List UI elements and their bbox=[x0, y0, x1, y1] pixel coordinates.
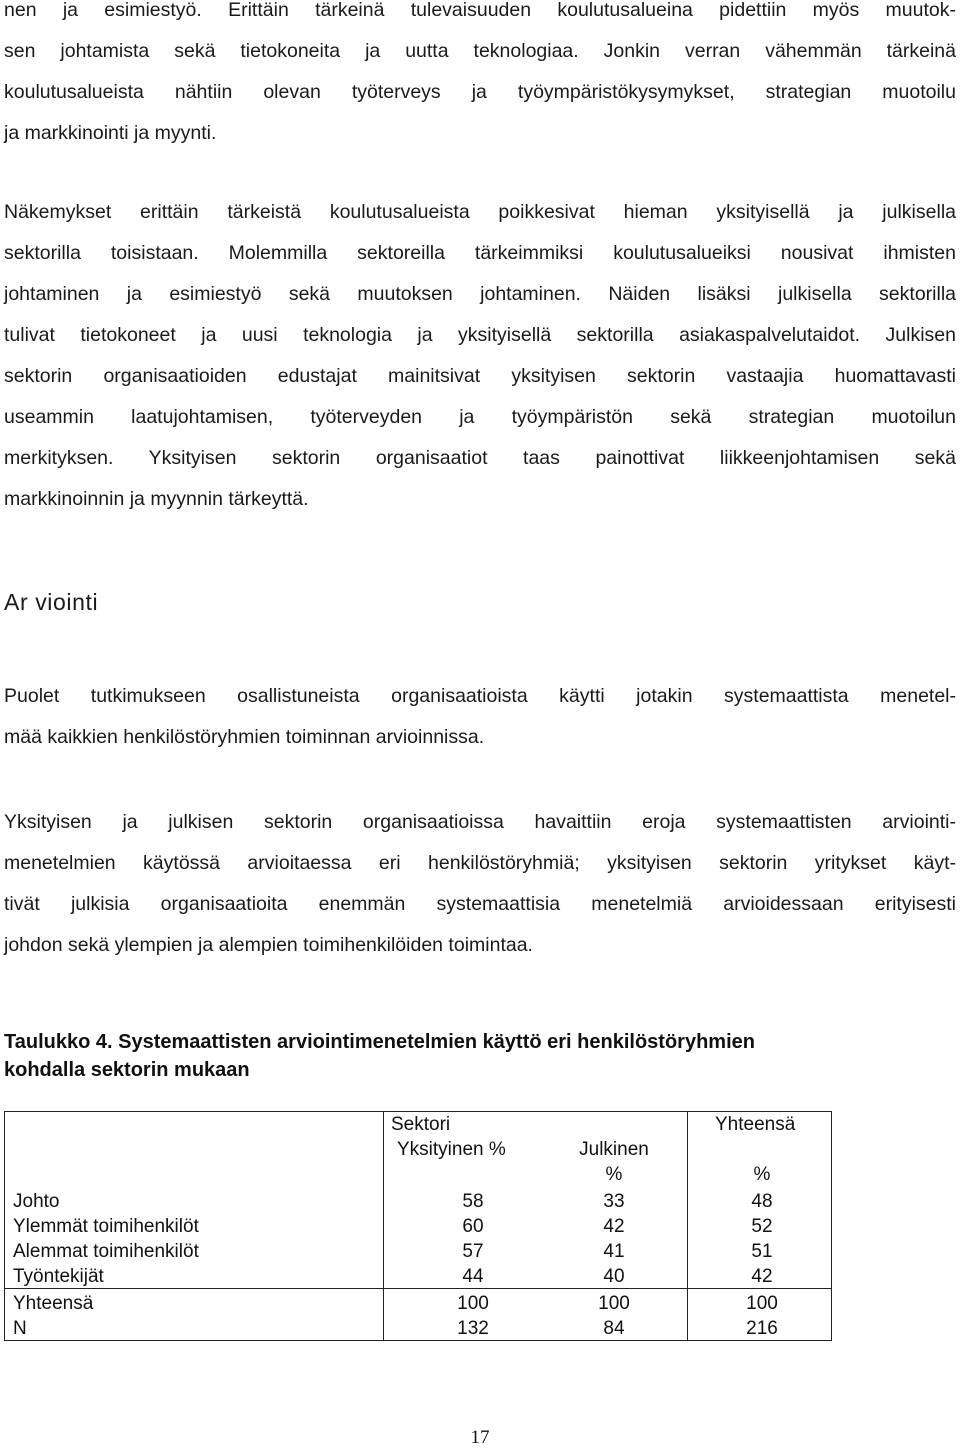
table-caption bbox=[4, 1028, 944, 1084]
paragraph-3 bbox=[4, 676, 956, 758]
table-header-public: Julkinen bbox=[579, 1139, 649, 1160]
text-line: merkityksen. Yksityisen sektorin organisaatiot taas painottivat liikkeenjohtamisen sekä bbox=[4, 447, 956, 469]
text-line: mää kaikkien henkilöstöryhmien toiminnan arvioinnissa. bbox=[4, 726, 485, 748]
table-row-label: Johto bbox=[13, 1191, 60, 1212]
text-line: johdon sekä ylempien ja alempien toimihenkilöiden toimintaa. bbox=[4, 934, 533, 956]
table-header-public-unit: % bbox=[605, 1164, 623, 1185]
table-cell-total: 52 bbox=[751, 1216, 773, 1237]
table-n-total: 216 bbox=[746, 1318, 778, 1339]
data-table bbox=[4, 1111, 832, 1341]
table-header-total: Yhteensä bbox=[715, 1114, 796, 1135]
table-cell-total: 51 bbox=[751, 1241, 773, 1262]
text-line: sektorilla toisistaan. Molemmilla sektoreilla tärkeimmiksi koulutusalueiksi nousivat ihmisten bbox=[4, 242, 956, 264]
table-cell-public: 42 bbox=[603, 1216, 625, 1237]
table-caption-line: Taulukko 4. Systemaattisten arviointimenetelmien käyttö eri henkilöstöryhmien bbox=[4, 1031, 755, 1053]
table-n-private: 132 bbox=[457, 1318, 489, 1339]
paragraph-1 bbox=[4, 0, 956, 154]
table-divider-vertical bbox=[383, 1111, 384, 1341]
table-cell-public: 33 bbox=[603, 1191, 625, 1212]
table-n-public: 84 bbox=[603, 1318, 625, 1339]
table-cell-total: 42 bbox=[751, 1266, 773, 1287]
text-line: markkinoinnin ja myynnin tärkeyttä. bbox=[4, 488, 309, 510]
table-total-public: 100 bbox=[598, 1293, 630, 1314]
table-row-label: Ylemmät toimihenkilöt bbox=[13, 1216, 199, 1237]
text-line: johtaminen ja esimiestyö sekä muutoksen johtaminen. Näiden lisäksi julkisella sektorilla bbox=[4, 283, 956, 305]
text-line: Näkemykset erittäin tärkeistä koulutusalueista poikkesivat hieman yksityisellä ja julkisella bbox=[4, 201, 956, 223]
table-cell-public: 40 bbox=[603, 1266, 625, 1287]
table-cell-private: 58 bbox=[462, 1191, 484, 1212]
table-header-total-unit: % bbox=[753, 1164, 771, 1185]
text-line: koulutusalueista nähtiin olevan työterveys ja työympäristökysymykset, strategian muotoilu bbox=[4, 81, 956, 103]
paragraph-4 bbox=[4, 802, 956, 966]
table-row-label: Alemmat toimihenkilöt bbox=[13, 1241, 199, 1262]
table-cell-public: 41 bbox=[603, 1241, 625, 1262]
text-line: useammin laatujohtamisen, työterveyden ja työympäristön sekä strategian muotoilun bbox=[4, 406, 956, 428]
text-line: tivät julkisia organisaatioita enemmän systemaattisia menetelmiä arvioidessaan erityisesti bbox=[4, 893, 956, 915]
text-line: tulivat tietokoneet ja uusi teknologia ja yksityisellä sektorilla asiakaspalvelutaidot. Julkisen bbox=[4, 324, 956, 346]
section-heading: Ar viointi bbox=[4, 589, 99, 615]
text-line: sen johtamista sekä tietokoneita ja uutta teknologiaa. Jonkin verran vähemmän tärkeinä bbox=[4, 40, 956, 62]
table-row-label: Työntekijät bbox=[13, 1266, 104, 1287]
table-cell-total: 48 bbox=[751, 1191, 773, 1212]
table-n-label: N bbox=[13, 1318, 27, 1339]
text-line: Yksityisen ja julkisen sektorin organisaatioissa havaittiin eroja systemaattisten arviointi- bbox=[4, 811, 956, 833]
table-total-total: 100 bbox=[746, 1293, 778, 1314]
table-cell-private: 44 bbox=[462, 1266, 484, 1287]
table-cell-private: 60 bbox=[462, 1216, 484, 1237]
table-total-label: Yhteensä bbox=[13, 1293, 94, 1314]
table-header-sector: Sektori bbox=[391, 1114, 451, 1135]
table-divider-vertical bbox=[687, 1111, 688, 1341]
page-number: 17 bbox=[470, 1427, 490, 1448]
text-line: Puolet tutkimukseen osallistuneista organisaatioista käytti jotakin systemaattista menetel- bbox=[4, 685, 956, 707]
text-line: ja markkinointi ja myynti. bbox=[4, 122, 217, 144]
text-line: nen ja esimiestyö. Erittäin tärkeinä tulevaisuuden koulutusalueina pidettiin myös muutok- bbox=[4, 0, 956, 21]
text-line: menetelmien käytössä arvioitaessa eri henkilöstöryhmiä; yksityisen sektorin yritykset käyt- bbox=[4, 852, 956, 874]
text-line: sektorin organisaatioiden edustajat mainitsivat yksityisen sektorin vastaajia huomattavasti bbox=[4, 365, 956, 387]
table-header-private: Yksityinen % bbox=[397, 1139, 506, 1160]
table-caption-line: kohdalla sektorin mukaan bbox=[4, 1059, 250, 1081]
table-total-private: 100 bbox=[457, 1293, 489, 1314]
paragraph-2 bbox=[4, 192, 956, 520]
table-divider-horizontal bbox=[4, 1288, 832, 1289]
table-cell-private: 57 bbox=[462, 1241, 484, 1262]
